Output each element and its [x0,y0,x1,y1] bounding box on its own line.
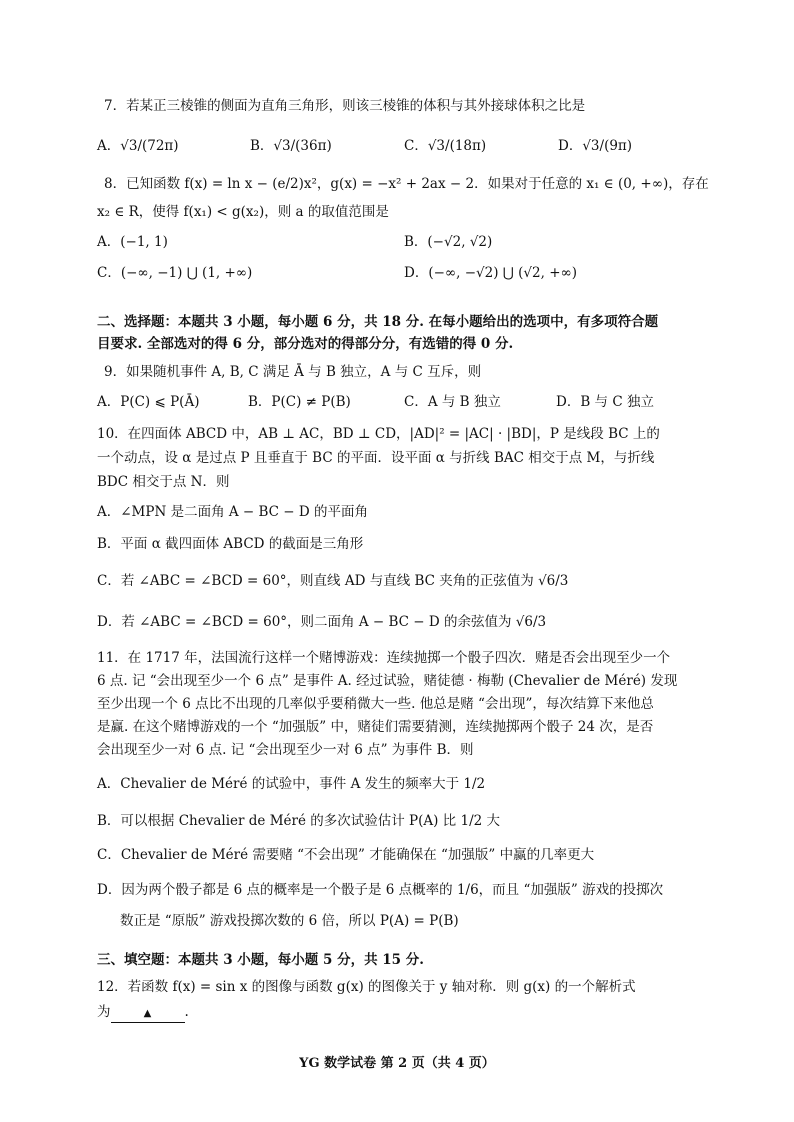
q9-option-a: A．P(C) ⩽ P(Ā) [97,394,200,410]
q11-option-d-line-2: 数正是 “原版” 游戏投掷次数的 6 倍，所以 P(A) = P(B) [120,913,459,929]
q10-line-1: 10．在四面体 ABCD 中，AB ⊥ AC，BD ⊥ CD，|AD|² = |AC| · |BD|，P 是线段 BC 上的 [97,426,660,442]
q7-option-a: A．√3/(72π) [97,138,179,154]
q10-line-3: BDC 相交于点 N．则 [97,474,230,490]
q9-option-b: B．P(C) ≠ P(B) [248,394,351,410]
q9-option-c: C．A 与 B 独立 [404,394,501,410]
q12-answer-prefix: 为 [97,1004,111,1020]
q12-answer-blank[interactable] [111,1004,185,1023]
q8-line-2: x₂ ∈ R，使得 f(x₁) < g(x₂)，则 a 的取值范围是 [97,204,389,220]
q7-option-d: D．√3/(9π) [558,138,633,154]
q12-answer-suffix: . [184,1004,189,1020]
q12-line-1: 12．若函数 f(x) = sin x 的图像与函数 g(x) 的图像关于 y 轴对称．则 g(x) 的一个解析式 [97,979,636,995]
q8-option-c: C．(−∞, −1) ⋃ (1, +∞) [97,265,253,281]
q11-option-d-line-1: D．因为两个骰子都是 6 点的概率是一个骰子是 6 点概率的 1/6，而且 “加强版” 游戏的投掷次 [97,882,664,898]
triangle-marker-icon: ▲ [143,1008,152,1019]
q11-option-c: C．Chevalier de Méré 需要赌 “不会出现” 才能确保在 “加强版” 中赢的几率更大 [97,847,595,863]
q11-option-b: B．可以根据 Chevalier de Méré 的多次试验估计 P(A) 比 1/2 大 [97,813,500,829]
q10-option-c: C．若 ∠ABC = ∠BCD = 60°，则直线 AD 与直线 BC 夹角的正弦值为 √6/3 [97,573,569,589]
q9-option-d: D．B 与 C 独立 [556,394,654,410]
q11-line-5: 会出现至少一对 6 点. 记 “会出现至少一对 6 点” 为事件 B．则 [97,742,474,758]
section2-heading-line-1: 二、选择题：本题共 3 小题，每小题 6 分，共 18 分. 在每小题给出的选项中，有多项符合题 [97,314,659,330]
q10-option-a: A．∠MPN 是二面角 A − BC − D 的平面角 [97,504,369,520]
q8-line-1: 8．已知函数 f(x) = ln x − (e/2)x²，g(x) = −x² + 2ax − 2．如果对于任意的 x₁ ∈ (0, +∞)，存在 [104,176,709,192]
q8-option-b: B．(−√2, √2) [404,234,493,250]
page-footer: YG 数学试卷 第 2 页（共 4 页） [299,1056,495,1071]
q10-option-b: B．平面 α 截四面体 ABCD 的截面是三角形 [97,536,364,552]
section2-heading-line-2: 目要求. 全部选对的得 6 分，部分选对的得部分分，有选错的得 0 分. [97,336,514,352]
q11-line-2: 6 点. 记 “会出现至少一个 6 点” 是事件 A. 经过试验，赌徒德 · 梅勒 (Chevalier de Méré) 发现 [97,673,678,689]
q7-option-c: C．√3/(18π) [404,138,487,154]
q12-line-2 [97,1002,189,1023]
q11-line-3: 至少出现一个 6 点比不出现的几率似乎要稍微大一些. 他总是赌 “会出现”，每次结算下来他总 [97,696,654,712]
q7-option-b: B．√3/(36π) [250,138,332,154]
q10-option-d: D．若 ∠ABC = ∠BCD = 60°，则二面角 A − BC − D 的余弦值为 √6/3 [97,614,547,630]
section3-heading: 三、填空题：本题共 3 小题，每小题 5 分，共 15 分. [97,952,424,968]
q9-stem: 9．如果随机事件 A, B, C 满足 Ā 与 B 独立，A 与 C 互斥，则 [104,364,482,380]
q8-option-d: D．(−∞, −√2) ⋃ (√2, +∞) [404,265,578,281]
q11-line-1: 11．在 1717 年，法国流行这样一个赌博游戏：连续抛掷一个骰子四次．赌是否会出现至少一个 [97,650,671,666]
q8-option-a: A．(−1, 1) [97,234,168,250]
q10-line-2: 一个动点，设 α 是过点 P 且垂直于 BC 的平面．设平面 α 与折线 BAC 相交于点 M，与折线 [97,450,655,466]
q11-line-4: 是赢. 在这个赌博游戏的一个 “加强版” 中，赌徒们需要猜测，连续抛掷两个骰子 24 次，是否 [97,719,654,735]
q11-option-a: A．Chevalier de Méré 的试验中，事件 A 发生的频率大于 1/2 [97,776,486,792]
q7-stem: 7．若某正三棱锥的侧面为直角三角形，则该三棱锥的体积与其外接球体积之比是 [104,98,586,114]
